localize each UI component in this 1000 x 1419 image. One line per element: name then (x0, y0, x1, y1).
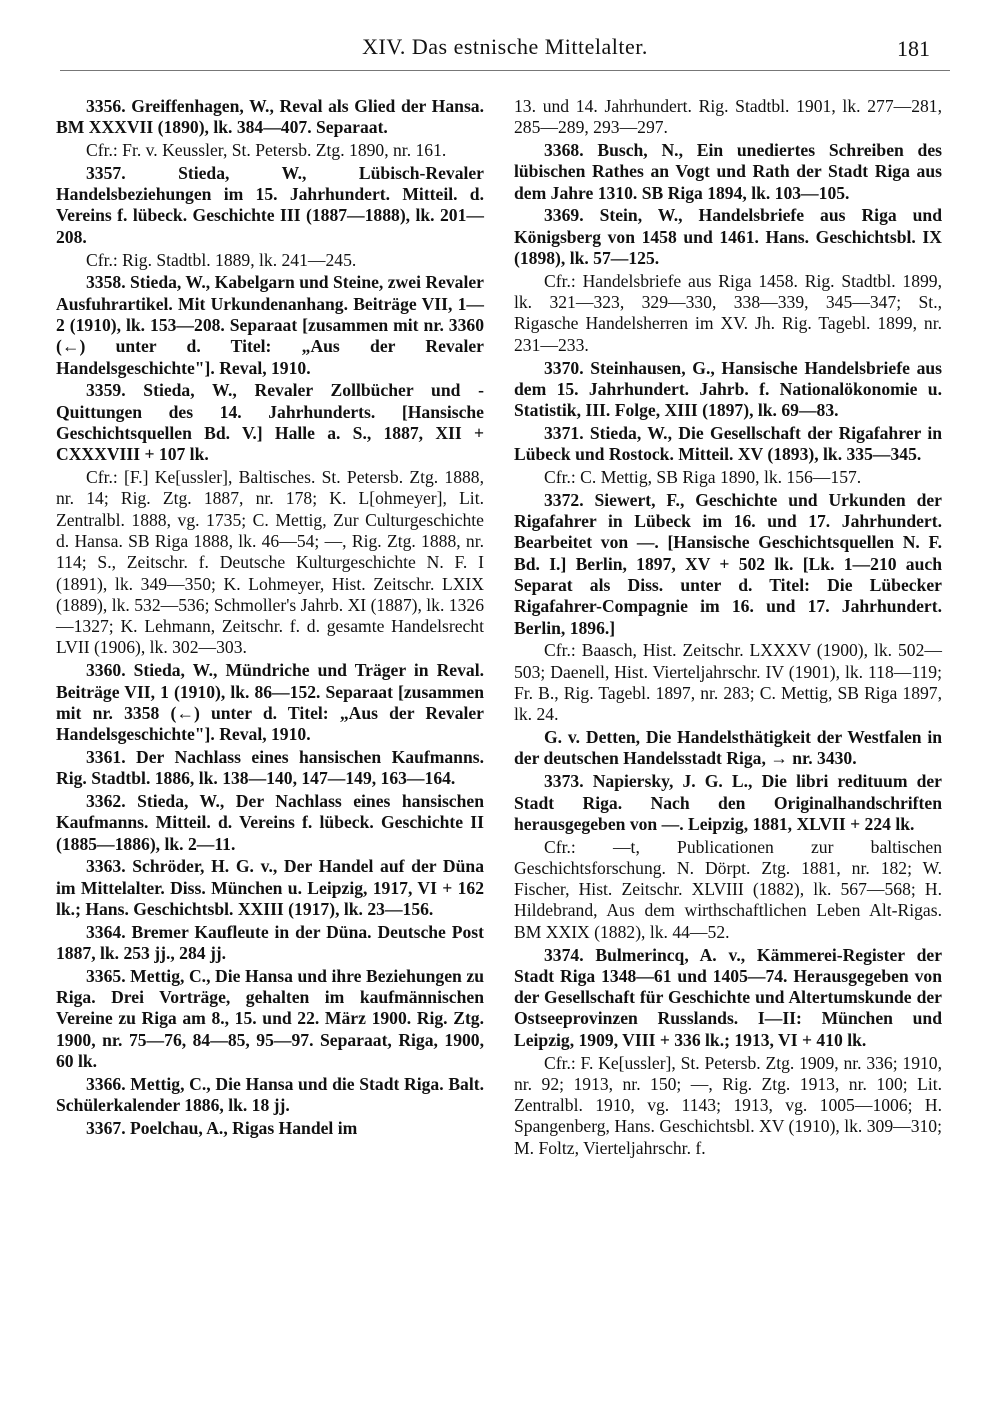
bibliography-entry: 3365. Mettig, C., Die Hansa und ihre Beziehungen zu Riga. Drei Vorträge, gehalten im kaufmännischen Vereine zu Riga am 8., 15. und 22. März 1900. Rig. Ztg. 1900, nr. 75—76, 84—85, 95—97. Separaat, Riga, 1900, 60 lk. (56, 965, 484, 1072)
bibliography-entry: 3366. Mettig, C., Die Hansa und die Stadt Riga. Balt. Schülerkalender 1886, lk. 18 jj. (56, 1073, 484, 1116)
bibliography-entry: 3363. Schröder, H. G. v., Der Handel auf der Düna im Mittelalter. Diss. München u. Leipzig, 1917, VI + 162 lk.; Hans. Geschichtsbl. XXIII (1917), lk. 23—156. (56, 856, 484, 919)
header-rule (60, 70, 950, 71)
bibliography-entry: 3361. Der Nachlass eines hansischen Kaufmanns. Rig. Stadtbl. 1886, lk. 138—140, 147—149, 163—164. (56, 746, 484, 789)
review-citation: Cfr.: —t, Publicationen zur baltischen Geschichtsforschung. N. Dörpt. Ztg. 1881, nr. 182; W. Fischer, Hist. Zeitschr. XLVIII (1882), lk. 567—568; H. Hildebrand, Aus dem wirthschaftlichen Leben Alt-Rigas. BM XXIX (1882), lk. 44—52. (514, 836, 942, 942)
bibliography-entry: G. v. Detten, Die Handelsthätigkeit der Westfalen in der deutschen Handelsstadt Riga, → nr. 3430. (514, 727, 942, 769)
review-citation: Cfr.: Handelsbriefe aus Riga 1458. Rig. Stadtbl. 1899, lk. 321—323, 329—330, 338—339, 345—347; St., Rigasche Handelsherren im XV. Jh. Rig. Tagebl. 1899, nr. 231—233. (514, 270, 942, 355)
left-column (56, 96, 484, 1141)
bibliography-entry: 3374. Bulmerincq, A. v., Kämmerei-Register der Stadt Riga 1348—61 und 1405—74. Herausgegeben von der Gesellschaft für Geschichte und Altertumskunde der Ostseeprovinzen Russlands. I—II: München und Leipzig, 1909, VIII + 336 lk.; 1913, VI + 410 lk. (514, 944, 942, 1050)
bibliography-entry: 3370. Steinhausen, G., Hansische Handelsbriefe aus dem 15. Jahrhundert. Jahrb. f. Nationalökonomie u. Statistik, III. Folge, XIII (1897), lk. 69—83. (514, 357, 942, 421)
review-citation: Cfr.: C. Mettig, SB Riga 1890, lk. 156—157. (544, 467, 862, 488)
bibliography-entry: 3357. Stieda, W., Lübisch-Revaler Handelsbeziehungen im 15. Jahrhundert. Mitteil. d. Vereins f. lübeck. Geschichte III (1887—1888), lk. 201—208. (56, 162, 484, 247)
page-number: 181 (897, 36, 930, 61)
page-header (60, 34, 950, 74)
review-citation: Cfr.: [F.] Ke[ussler], Baltisches. St. Petersb. Ztg. 1888, nr. 14; Rig. Ztg. 1887, nr. 178; K. L[ohmeyer], Lit. Zentralbl. 1888, vg. 1735; C. Mettig, Zur Culturgeschichte d. Hansa. SB Riga 1888, lk. 46—54; —, Rig. Ztg. 1888, nr. 114; S., Zeitschr. f. Deutsche Kulturgeschichte N. F. I (1891), lk. 349—350; K. Lohmeyer, Hist. Zeitschr. LXIX (1889), lk. 532—536; Schmoller's Jahrb. XI (1887), lk. 1326—1327; K. Lehmann, Zeitschr. f. d. gesamte Handelsrecht LVII (1906), lk. 302—303. (56, 467, 484, 658)
bibliography-entry: 3356. Greiffenhagen, W., Reval als Glied der Hansa. BM XXXVII (1890), lk. 384—407. Separaat. (56, 96, 484, 138)
bibliography-entry: 3373. Napiersky, J. G. L., Die libri redituum der Stadt Riga. Nach den Originalhandschriften herausgegeben von —. Leipzig, 1881, XLVII + 224 lk. (514, 771, 942, 834)
review-citation: Cfr.: F. Ke[ussler], St. Petersb. Ztg. 1909, nr. 336; 1910, nr. 92; 1913, nr. 150; —, Rig. Ztg. 1913, nr. 100; Lit. Zentralbl. 1910, vg. 1143; 1913, vg. 1005—1006; H. Spangenberg, Hans. Geschichtsbl. XV (1910), lk. 309—310; M. Foltz, Vierteljahrschr. f. (514, 1052, 942, 1158)
bibliography-entry: 3367. Poelchau, A., Rigas Handel im (86, 1117, 358, 1138)
bibliography-entry: 3369. Stein, W., Handelsbriefe aus Riga und Königsberg von 1458 und 1461. Hans. Geschichtsbl. IX (1898), lk. 57—125. (514, 205, 942, 269)
bibliography-entry: 3371. Stieda, W., Die Gesellschaft der Rigafahrer in Lübeck und Rostock. Mitteil. XV (1893), lk. 335—345. (514, 422, 942, 465)
review-citation: Cfr.: Baasch, Hist. Zeitschr. LXXXV (1900), lk. 502—503; Daenell, Hist. Vierteljahrschr. IV (1901), lk. 118—119; Fr. B., Rig. Tagebl. 1897, nr. 283; C. Mettig, SB Riga 1897, lk. 24. (514, 640, 942, 725)
bibliography-entry: 3362. Stieda, W., Der Nachlass eines hansischen Kaufmanns. Mitteil. d. Vereins f. lübeck. Geschichte II (1885—1886), lk. 2—11. (56, 791, 484, 854)
bibliography-entry: 3360. Stieda, W., Mündriche und Träger in Reval. Beiträge VII, 1 (1910), lk. 86—152. Separaat [zusammen mit nr. 3358 (←) unter d. Titel: „Aus der Revaler Handelsgeschichte"]. Reval, 1910. (56, 660, 484, 745)
review-citation: Cfr.: Rig. Stadtbl. 1889, lk. 241—245. (86, 249, 357, 270)
bibliography-entry: 3359. Stieda, W., Revaler Zollbücher und -Quittungen des 14. Jahrhunderts. [Hansische Geschichtsquellen Bd. V.] Halle a. S., 1887, XII + CXXXVIII + 107 lk. (56, 380, 484, 465)
bibliography-entry: 3364. Bremer Kaufleute in der Düna. Deutsche Post 1887, lk. 253 jj., 284 jj. (56, 921, 484, 964)
bibliography-entry: 3368. Busch, N., Ein unediertes Schreiben des lübischen Rathes an Vogt und Rath der Stadt Riga aus dem Jahre 1310. SB Riga 1894, lk. 103—105. (514, 140, 942, 203)
bibliography-entry: 3358. Stieda, W., Kabelgarn und Steine, zwei Revaler Ausfuhrartikel. Mit Urkundenanhang. Beiträge VII, 1—2 (1910), lk. 153—208. Separaat [zusammen mit nr. 3360 (←) unter d. Titel: „Aus der Revaler Handelsgeschichte"]. Reval, 1910. (56, 272, 484, 378)
continued-entry: 13. und 14. Jahrhundert. Rig. Stadtbl. 1901, lk. 277—281, 285—289, 293—297. (514, 96, 942, 138)
bibliography-entry: 3372. Siewert, F., Geschichte und Urkunden der Rigafahrer in Lübeck im 16. und 17. Jahrhundert. Bearbeitet von —. [Hansische Geschichtsquellen N. F. Bd. I.] Berlin, 1897, XV + 502 lk. [Lk. 1—210 auch Separat als Diss. unter d. Titel: Die Lübecker Rigafahrer-Compagnie im 16. und 17. Jahrhundert. Berlin, 1896.] (514, 489, 942, 638)
review-citation: Cfr.: Fr. v. Keussler, St. Petersb. Ztg. 1890, nr. 161. (86, 140, 447, 161)
running-title: XIV. Das estnische Mittelalter. (362, 34, 648, 59)
right-column (514, 96, 942, 1161)
